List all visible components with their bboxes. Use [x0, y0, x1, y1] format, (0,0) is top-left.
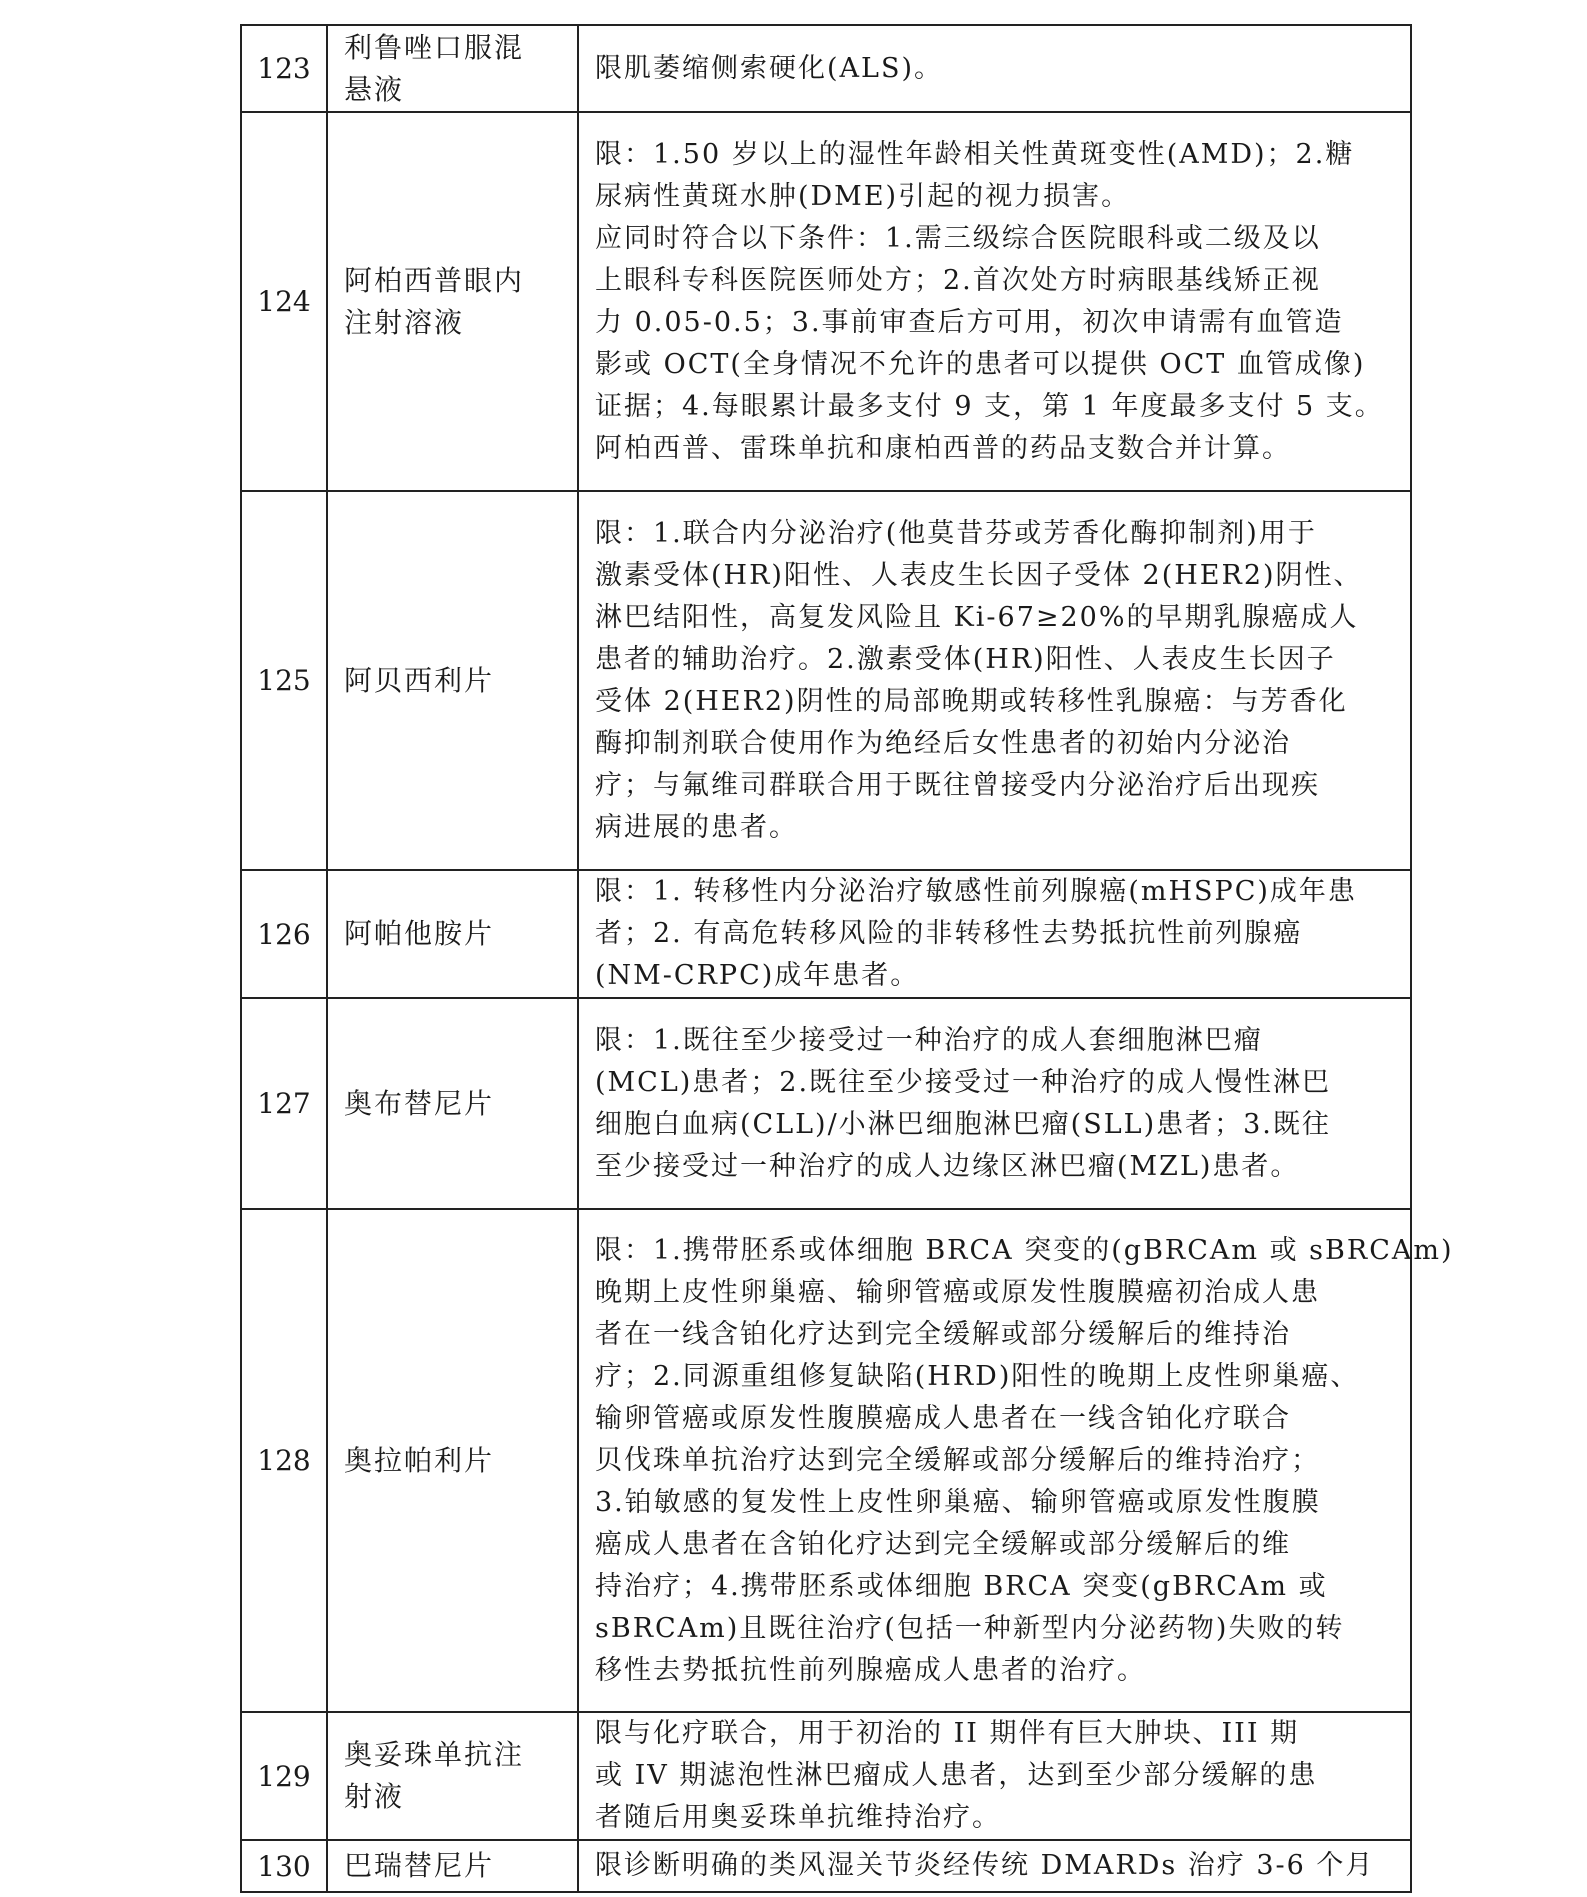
drug-name-line: 阿帕他胺片 — [344, 917, 495, 950]
restriction-line: sBRCAm)且既往治疗(包括一种新型内分泌药物)失败的转 — [595, 1612, 1345, 1644]
restriction-line: 细胞白血病(CLL)/小淋巴细胞淋巴瘤(SLL)患者；3.既往 — [595, 1108, 1331, 1140]
drug-name-line: 阿柏西普眼内 — [344, 263, 525, 297]
row-number: 124 — [241, 112, 327, 491]
drug-name-line: 利鲁唑口服混 — [344, 30, 525, 64]
drug-name — [327, 491, 578, 870]
table-row — [241, 998, 1411, 1209]
restriction-text — [578, 1840, 1411, 1892]
restriction-line: 3.铂敏感的复发性上皮性卵巢癌、输卵管癌或原发性腹膜 — [595, 1486, 1321, 1518]
restriction-line: (NM-CRPC)成年患者。 — [595, 960, 920, 991]
restriction-line: 限：1.携带胚系或体细胞 BRCA 突变的(gBRCAm 或 sBRCAm) — [595, 1234, 1454, 1266]
drug-name — [327, 25, 578, 112]
restriction-line: (MCL)患者；2.既往至少接受过一种治疗的成人慢性淋巴 — [595, 1066, 1332, 1098]
restriction-text — [578, 1712, 1411, 1840]
restriction-line: 限肌萎缩侧索硬化(ALS)。 — [595, 52, 943, 84]
drug-name — [327, 870, 578, 998]
drug-name-line: 注射溶液 — [344, 305, 465, 339]
restriction-line: 限：1.50 岁以上的湿性年龄相关性黄斑变性(AMD)；2.糖 — [595, 138, 1355, 170]
restriction-line: 贝伐珠单抗治疗达到完全缓解或部分缓解后的维持治疗； — [595, 1444, 1320, 1476]
drug-name — [327, 1209, 578, 1712]
restriction-text — [578, 25, 1411, 112]
drug-name — [327, 1712, 578, 1840]
restriction-line: 应同时符合以下条件：1.需三级综合医院眼科或二级及以 — [595, 222, 1321, 254]
row-number: 125 — [241, 491, 327, 870]
restriction-line: 限：1.既往至少接受过一种治疗的成人套细胞淋巴瘤 — [595, 1024, 1263, 1056]
drug-name-line: 巴瑞替尼片 — [344, 1849, 495, 1882]
row-number: 128 — [241, 1209, 327, 1712]
restriction-line: 输卵管癌或原发性腹膜癌成人患者在一线含铂化疗联合 — [595, 1402, 1291, 1434]
table-row — [241, 25, 1411, 112]
restriction-line: 尿病性黄斑水肿(DME)引起的视力损害。 — [595, 180, 1131, 212]
restriction-line: 至少接受过一种治疗的成人边缘区淋巴瘤(MZL)患者。 — [595, 1150, 1300, 1182]
row-number: 127 — [241, 998, 327, 1209]
drug-name — [327, 112, 578, 491]
restriction-line: 疗；与氟维司群联合用于既往曾接受内分泌治疗后出现疾 — [595, 769, 1320, 801]
drug-name — [327, 1840, 578, 1892]
restriction-line: 者在一线含铂化疗达到完全缓解或部分缓解后的维持治 — [595, 1318, 1291, 1350]
restriction-line: 者随后用奥妥珠单抗维持治疗。 — [595, 1802, 1001, 1833]
restriction-line: 限：1.联合内分泌治疗(他莫昔芬或芳香化酶抑制剂)用于 — [595, 517, 1317, 549]
restriction-text — [578, 1209, 1454, 1712]
restriction-line: 病进展的患者。 — [595, 811, 798, 843]
restriction-text — [578, 112, 1411, 491]
restriction-text — [578, 870, 1411, 998]
restriction-line: 酶抑制剂联合使用作为绝经后女性患者的初始内分泌治 — [595, 727, 1291, 759]
table-row — [241, 870, 1411, 998]
drug-name-line: 射液 — [344, 1780, 405, 1813]
drug-name-line: 阿贝西利片 — [344, 663, 495, 697]
table-row — [241, 1209, 1411, 1712]
row-number: 129 — [241, 1712, 327, 1840]
restriction-line: 受体 2(HER2)阴性的局部晚期或转移性乳腺癌：与芳香化 — [595, 685, 1348, 717]
restriction-text — [578, 998, 1411, 1209]
row-number: 126 — [241, 870, 327, 998]
row-number: 130 — [241, 1840, 327, 1892]
restriction-line: 激素受体(HR)阳性、人表皮生长因子受体 2(HER2)阴性、 — [595, 559, 1363, 591]
restriction-line: 限：1. 转移性内分泌治疗敏感性前列腺癌(mHSPC)成年患 — [595, 876, 1357, 907]
restriction-line: 影或 OCT(全身情况不允许的患者可以提供 OCT 血管成像) — [595, 348, 1366, 380]
drug-name-line: 奥布替尼片 — [344, 1086, 495, 1120]
drug-name-line: 奥妥珠单抗注 — [344, 1738, 525, 1771]
restriction-line: 证据；4.每眼累计最多支付 9 支，第 1 年度最多支付 5 支。 — [595, 390, 1384, 422]
table-row — [241, 491, 1411, 870]
drug-name-line: 悬液 — [344, 72, 405, 106]
restriction-line: 力 0.05-0.5；3.事前审查后方可用，初次申请需有血管造 — [595, 306, 1344, 338]
restriction-line: 持治疗；4.携带胚系或体细胞 BRCA 突变(gBRCAm 或 — [595, 1570, 1328, 1602]
restriction-line: 阿柏西普、雷珠单抗和康柏西普的药品支数合并计算。 — [595, 432, 1291, 464]
drug-name-line: 奥拉帕利片 — [344, 1443, 495, 1477]
table-row — [241, 1840, 1411, 1892]
restriction-line: 疗；2.同源重组修复缺陷(HRD)阳性的晚期上皮性卵巢癌、 — [595, 1360, 1360, 1392]
restriction-line: 移性去势抵抗性前列腺癌成人患者的治疗。 — [595, 1654, 1146, 1686]
restriction-line: 晚期上皮性卵巢癌、输卵管癌或原发性腹膜癌初治成人患 — [595, 1276, 1320, 1308]
restriction-text — [578, 491, 1411, 870]
restriction-line: 癌成人患者在含铂化疗达到完全缓解或部分缓解后的维 — [595, 1528, 1291, 1560]
restriction-line: 或 IV 期滤泡性淋巴瘤成人患者，达到至少部分缓解的患 — [595, 1760, 1318, 1791]
restriction-line: 限诊断明确的类风湿关节炎经传统 DMARDs 治疗 3-6 个月 — [595, 1850, 1375, 1881]
table-row — [241, 1712, 1411, 1840]
restriction-line: 淋巴结阳性，高复发风险且 Ki-67≥20%的早期乳腺癌成人 — [595, 601, 1359, 633]
restriction-line: 上眼科专科医院医师处方；2.首次处方时病眼基线矫正视 — [595, 264, 1321, 296]
row-number: 123 — [241, 25, 327, 112]
drug-name — [327, 998, 578, 1209]
restriction-line: 患者的辅助治疗。2.激素受体(HR)阳性、人表皮生长因子 — [595, 643, 1336, 675]
table-row — [241, 112, 1411, 491]
restriction-line: 者；2. 有高危转移风险的非转移性去势抵抗性前列腺癌 — [595, 918, 1303, 949]
restriction-line: 限与化疗联合，用于初治的 II 期伴有巨大肿块、III 期 — [595, 1718, 1300, 1749]
drug-restriction-table — [240, 24, 1454, 1893]
